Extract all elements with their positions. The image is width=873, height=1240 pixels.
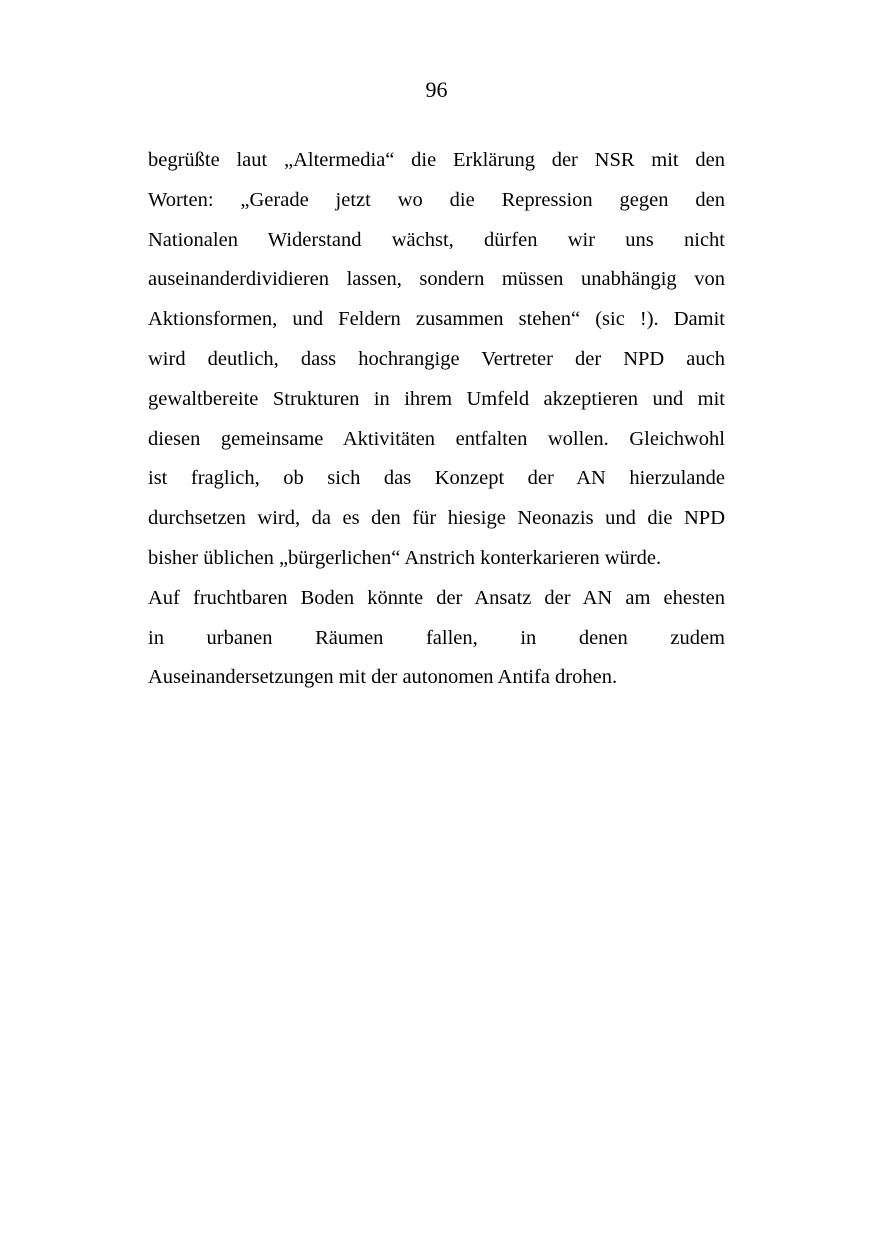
- paragraph-line: Auseinandersetzungen mit der autonomen Antifa drohen.: [148, 666, 618, 689]
- paragraph-line: auseinanderdividieren lassen, sondern müssen unabhängig von: [148, 268, 725, 291]
- paragraph-line: diesen gemeinsame Aktivitäten entfalten wollen. Gleichwohl: [148, 427, 725, 450]
- paragraph-line: Aktionsformen, und Feldern zusammen stehen“ (sic !). Damit: [148, 308, 725, 331]
- paragraph-line: wird deutlich, dass hochrangige Vertreter der NPD auch: [148, 347, 725, 370]
- page-number: 96: [425, 77, 448, 102]
- paragraph-line: Auf fruchtbaren Boden könnte der Ansatz der AN am ehesten: [148, 586, 725, 609]
- paragraph-line: durchsetzen wird, da es den für hiesige Neonazis und die NPD: [148, 507, 725, 530]
- paragraph-line: Worten: „Gerade jetzt wo die Repression gegen den: [148, 188, 725, 211]
- paragraph-line: ist fraglich, ob sich das Konzept der AN hierzulande: [148, 467, 725, 490]
- paragraph-line: Nationalen Widerstand wächst, dürfen wir uns nicht: [148, 228, 725, 251]
- paragraph-line: begrüßte laut „Altermedia“ die Erklärung der NSR mit den: [148, 149, 725, 171]
- paragraph-line: in urbanen Räumen fallen, in denen zudem: [148, 626, 725, 649]
- body-paragraph: [148, 141, 725, 698]
- paragraph-line: bisher üblichen „bürgerlichen“ Anstrich konterkarieren würde.: [148, 546, 662, 569]
- paragraph-line: gewaltbereite Strukturen in ihrem Umfeld akzeptieren und mit: [148, 387, 725, 410]
